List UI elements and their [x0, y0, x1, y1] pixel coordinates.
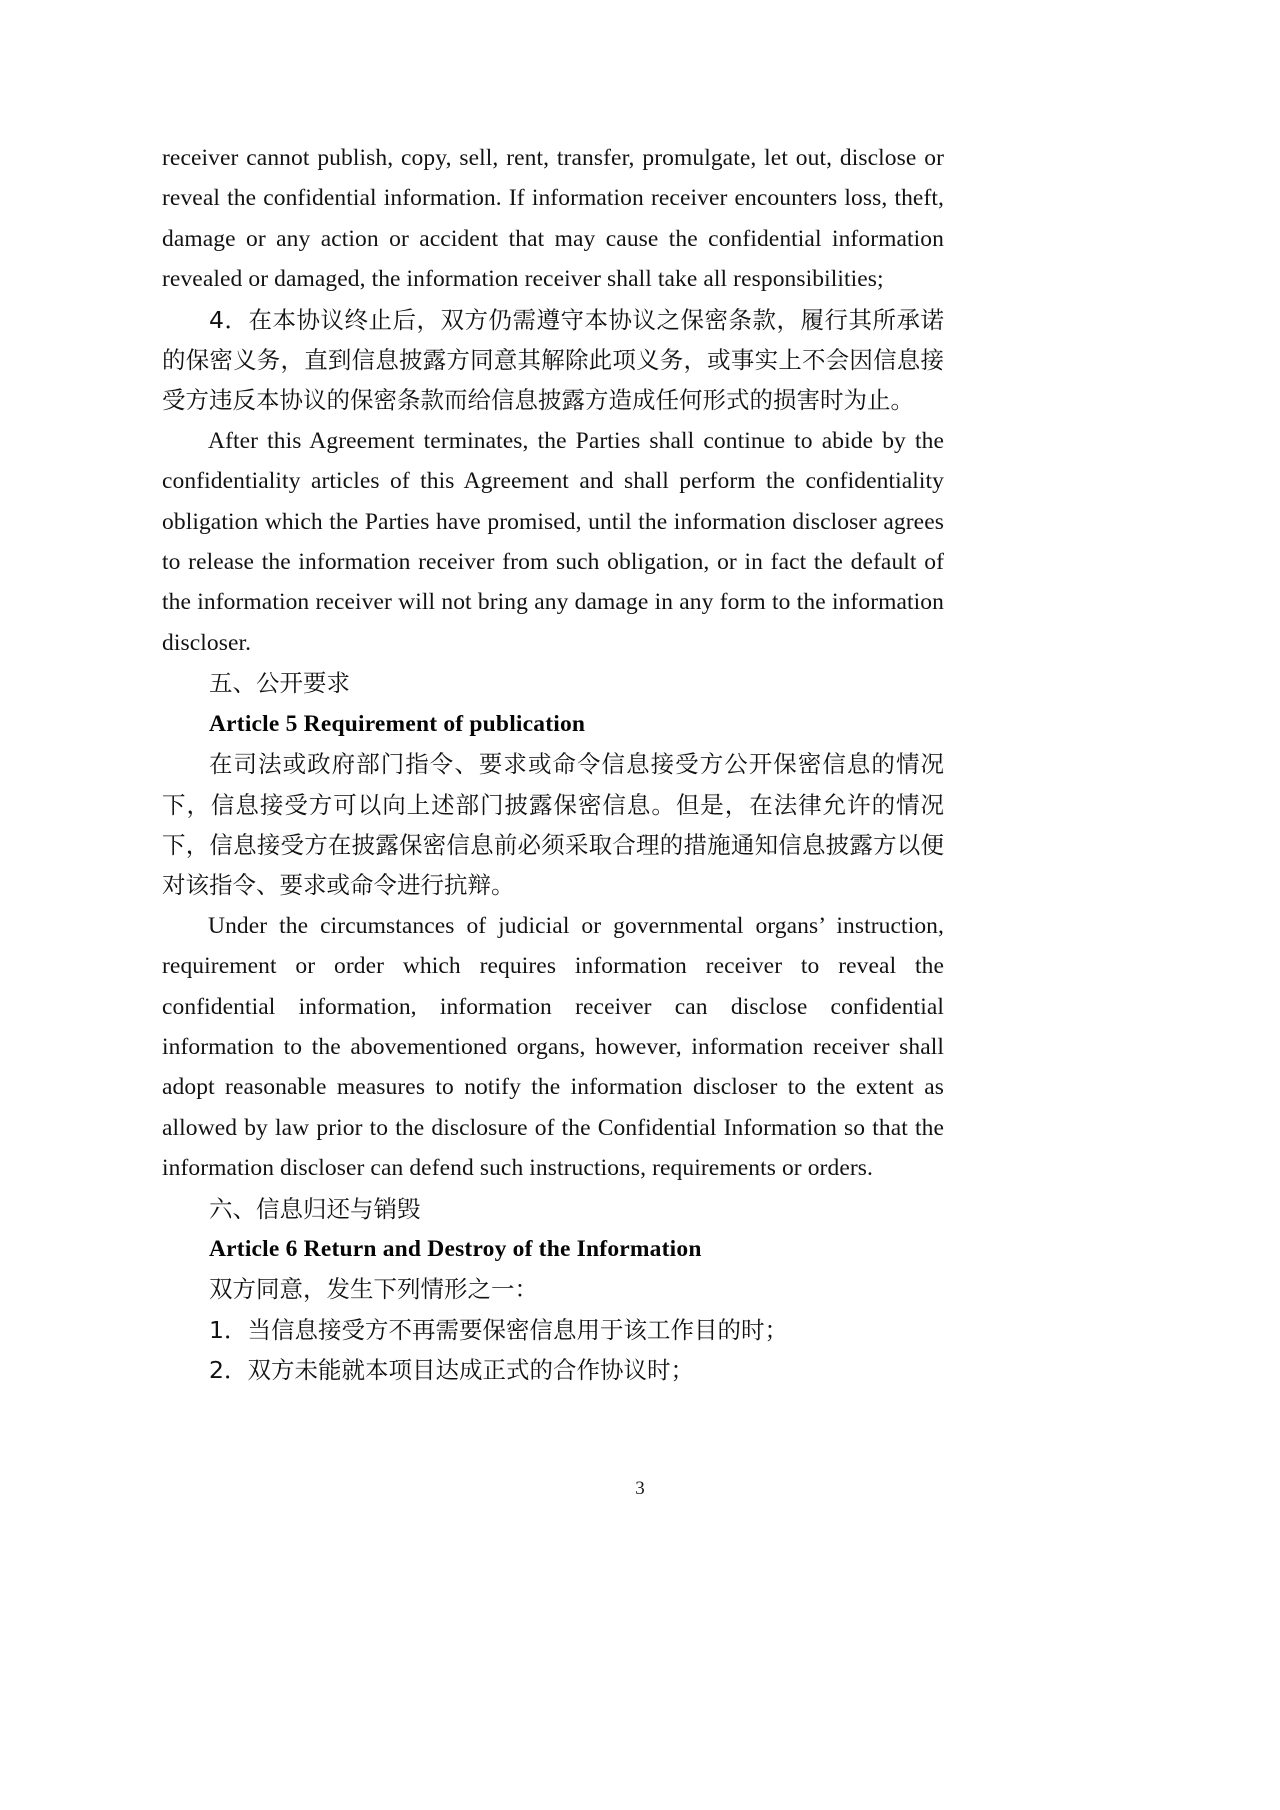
page-number: 3: [635, 1478, 645, 1499]
heading-article-5-english: Article 5 Requirement of publication: [209, 710, 586, 737]
heading-article-6-english: Article 6 Return and Destroy of the Information: [209, 1235, 702, 1262]
paragraph-item-4-chinese: 4．在本协议终止后，双方仍需遵守本协议之保密条款，履行其所承诺的保密义务，直到信息披露方同意其解除此项义务，或事实上不会因信息接受方违反本协议的保密条款而给信息披露方造成任何形式的损害时为止。: [162, 305, 944, 415]
paragraph-article-6-lead-chinese: 双方同意，发生下列情形之一：: [209, 1275, 538, 1304]
heading-article-5-chinese: 五、公开要求: [209, 669, 350, 698]
list-item-1: 1．当信息接受方不再需要保密信息用于该工作目的时；: [209, 1315, 788, 1344]
page-content: [162, 138, 944, 1391]
list-item-2: 2．双方未能就本项目达成正式的合作协议时；: [209, 1356, 694, 1385]
paragraph-article-5-english: Under the circumstances of judicial or governmental organs’ instruction, requirement or order which requires information receiver to reveal the confidential information, information receiver can disclose confidential information to the abovementioned organs, however, information receiver shall adopt reasonable measures to notify the information discloser to the extent as allowed by law prior to the disclosure of the Confidential Information so that the information discloser can defend such instructions, requirements or orders.: [162, 912, 944, 1182]
paragraph-item-4-english: After this Agreement terminates, the Parties shall continue to abide by the confidentiality articles of this Agreement and shall perform the confidentiality obligation which the Parties have promised, until the information discloser agrees to release the information receiver from such obligation, or in fact the default of the information receiver will not bring any damage in any form to the information discloser.: [162, 427, 944, 656]
heading-article-6-chinese: 六、信息归还与销毁: [209, 1194, 421, 1223]
paragraph-continued-english: receiver cannot publish, copy, sell, rent, transfer, promulgate, let out, disclose or reveal the confidential information. If information receiver encounters loss, theft, damage or any action or accident that may cause the confidential information revealed or damaged, the information receiver shall take all responsibilities;: [162, 145, 944, 293]
paragraph-article-5-chinese: 在司法或政府部门指令、要求或命令信息接受方公开保密信息的情况下，信息接受方可以向上述部门披露保密信息。但是，在法律允许的情况下，信息接受方在披露保密信息前必须采取合理的措施通知信息披露方以便对该指令、要求或命令进行抗辩。: [162, 750, 944, 900]
